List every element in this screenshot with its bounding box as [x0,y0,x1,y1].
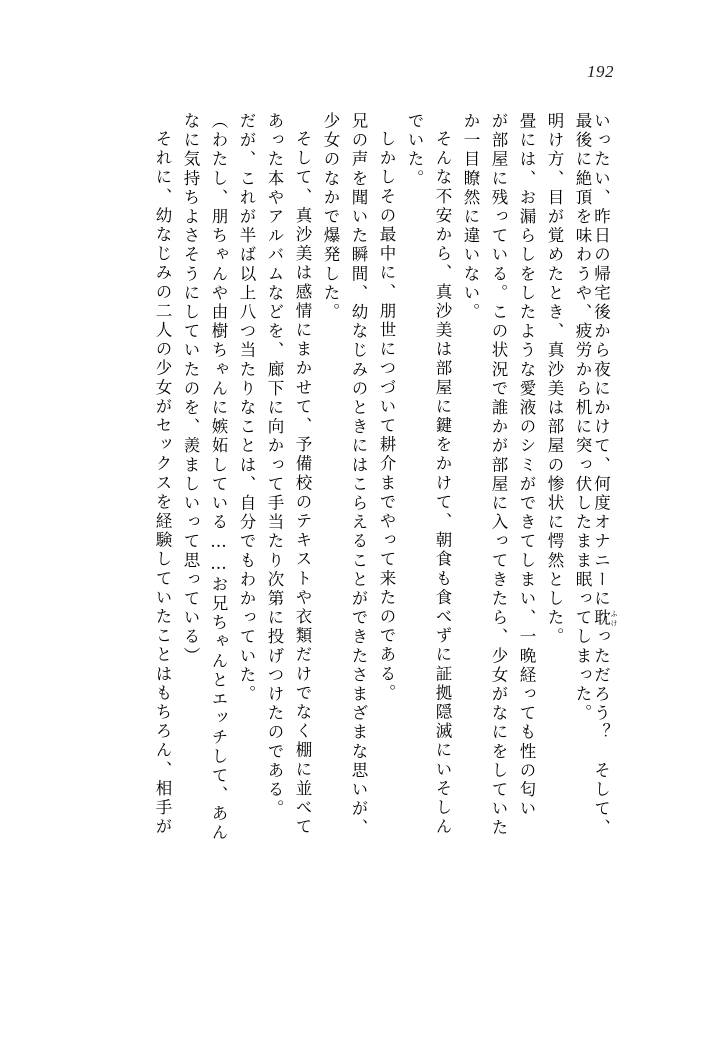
text-line: しかしその最中に、朋世につづいて耕介までやって来たのである。 [377,130,396,703]
text-line: なに気持ちよさそうにしていたのを、羨ましいって思っている） [181,112,200,666]
text-line: か一目瞭然に違いない。 [461,112,480,323]
text-line: 畳には、お漏らしをしたような愛液のシミができてしまい、一晩経っても性の匂い [517,112,536,819]
text-line: が部屋に残っている。この状況で誰かが部屋に入ってきたら、少女がなにをしていた [489,112,508,838]
text-line: そんな不安から、真沙美は部屋に鍵をかけて、朝食も食べずに証拠隠滅にいそしん [433,130,452,837]
text-line: それに、幼なじみの二人の少女がセックスを経験していたことはもちろん、相手が [153,130,172,837]
vertical-text-body [58,112,618,952]
text-line: 兄の声を聞いた瞬間、幼なじみのときにはこらえることができたさまざまな思いが、 [349,112,368,838]
text-line: あった本やアルバムなどを、廊下に向かって手当たり次第に投げつけたのである。 [265,112,284,819]
ruby-furigana: 耽 ふけ [591,608,618,628]
text-line: いったい、昨日の帰宅後から夜にかけて、何度オナニーに耽 ふけっただろう？ そして、 [591,112,618,838]
text-line: でいた。 [405,112,424,189]
text-line: （わたし、朋ちゃんや由樹ちゃんに嫉妬している……お兄ちゃんとエッチして、あん [209,112,228,843]
text-line: 明け方、目が覚めたとき、真沙美は部屋の惨状に愕然とした。 [545,112,564,647]
text-line: だが、これが半ば以上八つ当たりなことは、自分でもわかっていた。 [237,112,256,705]
page-number: 192 [587,62,614,81]
text-line: 最後に絶頂を味わうや、疲労から机に突っ伏したまま眠ってしまった。 [573,112,592,724]
text-line: 少女のなかで爆発した。 [321,112,340,323]
text-line: そして、真沙美は感情にまかせて、予備校のテキストや衣類だけでなく棚に並べて [293,130,312,837]
